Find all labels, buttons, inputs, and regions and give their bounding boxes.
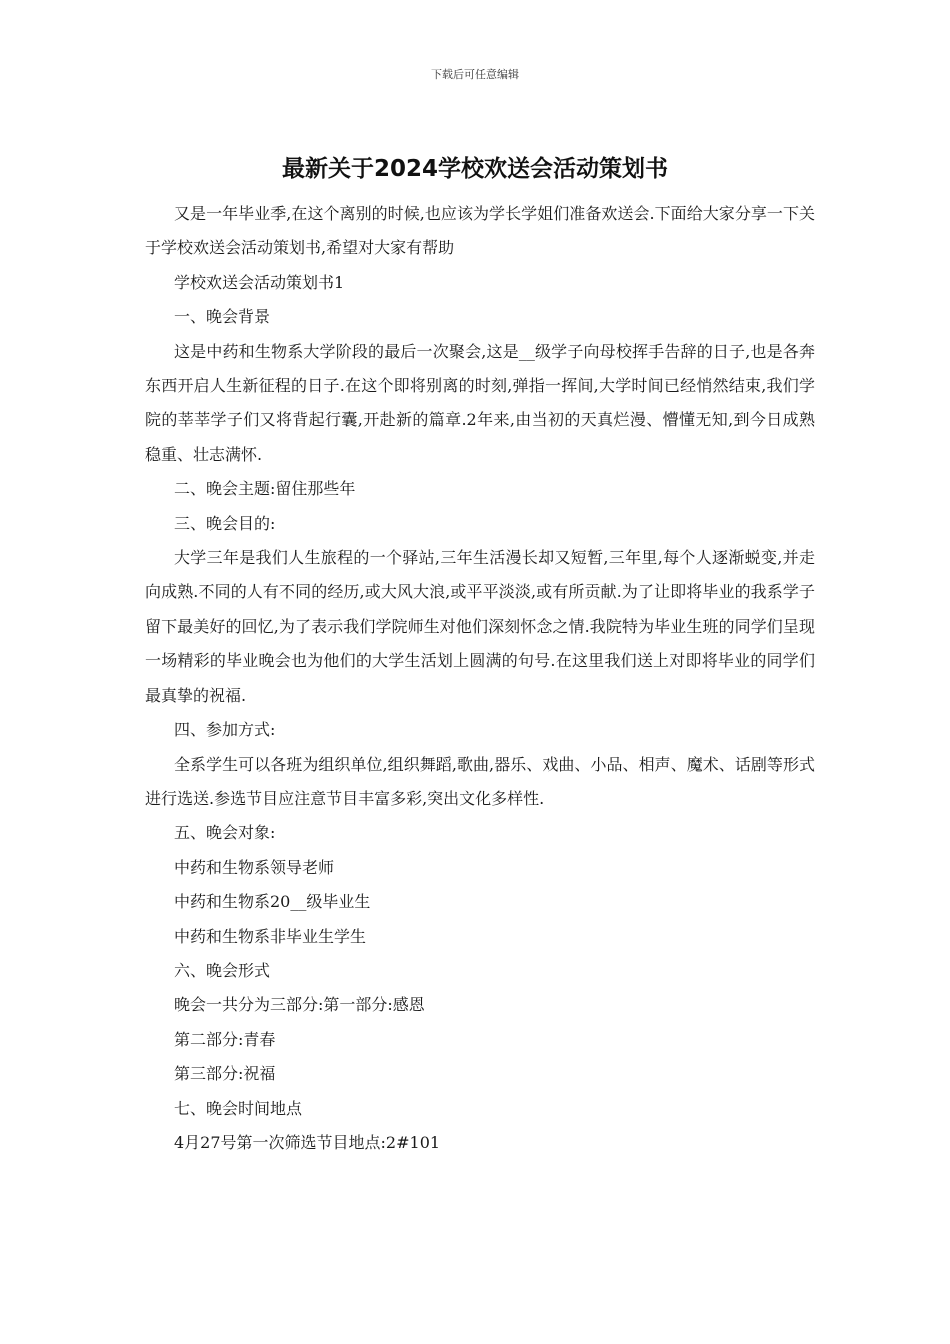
format-item: 第三部分:祝福 — [174, 1064, 276, 1084]
participation-paragraph: 全系学生可以各班为组织单位,组织舞蹈,歌曲,器乐、戏曲、小品、相声、魔术、话剧等形式进行选送.参选节目应注意节目丰富多彩,突出文化多样性. — [145, 754, 815, 808]
intro-paragraph: 又是一年毕业季,在这个离别的时候,也应该为学长学姐们准备欢送会.下面给大家分享一下关于学校欢送会活动策划书,希望对大家有帮助 — [145, 204, 815, 258]
section-heading-format: 六、晚会形式 — [174, 960, 271, 980]
format-item: 晚会一共分为三部分:第一部分:感恩 — [174, 995, 425, 1015]
purpose-paragraph: 大学三年是我们人生旅程的一个驿站,三年生活漫长却又短暂,三年里,每个人逐渐蜕变,并走向成熟.不同的人有不同的经历,或大风大浪,或平平淡淡,或有所贡献.为了让即将毕业的我系学子留下最美好的回忆,为了表示我们学院师生对他们深刻怀念之情.我院特为毕业生班的同学们呈现一场精彩的毕业晚会也为他们的大学生活划上圆满的句号.在这里我们送上对即将毕业的同学们最真挚的祝福. — [145, 548, 815, 705]
audience-item: 中药和生物系非毕业生学生 — [174, 926, 367, 946]
section-heading-audience: 五、晚会对象: — [174, 823, 276, 843]
section-heading-theme: 二、晚会主题:留住那些年 — [174, 479, 356, 499]
section-heading-purpose: 三、晚会目的: — [174, 513, 276, 533]
background-paragraph: 这是中药和生物系大学阶段的最后一次聚会,这是__级学子向母校挥手告辞的日子,也是各奔东西开启人生新征程的日子.在这个即将别离的时刻,弹指一挥间,大学时间已经悄然结束,我们学院的莘莘学子们又将背起行囊,开赴新的篇章.2年来,由当初的天真烂漫、懵懂无知,到今日成熟稳重、壮志满怀. — [145, 341, 815, 464]
format-item: 第二部分:青春 — [174, 1029, 276, 1049]
audience-item: 中药和生物系20__级毕业生 — [174, 892, 371, 912]
section-heading-participation: 四、参加方式: — [174, 720, 276, 740]
header-note: 下载后可任意编辑 — [431, 68, 519, 81]
document-body — [145, 197, 815, 1160]
audience-item: 中药和生物系领导老师 — [174, 857, 335, 877]
section-heading-background: 一、晚会背景 — [174, 307, 271, 327]
section-heading-plan-1: 学校欢送会活动策划书1 — [174, 272, 345, 292]
time-place-item: 4月27号第一次筛选节目地点:2#101 — [174, 1132, 441, 1152]
section-heading-time-place: 七、晚会时间地点 — [174, 1098, 303, 1118]
document-title: 最新关于2024学校欢送会活动策划书 — [281, 156, 668, 182]
